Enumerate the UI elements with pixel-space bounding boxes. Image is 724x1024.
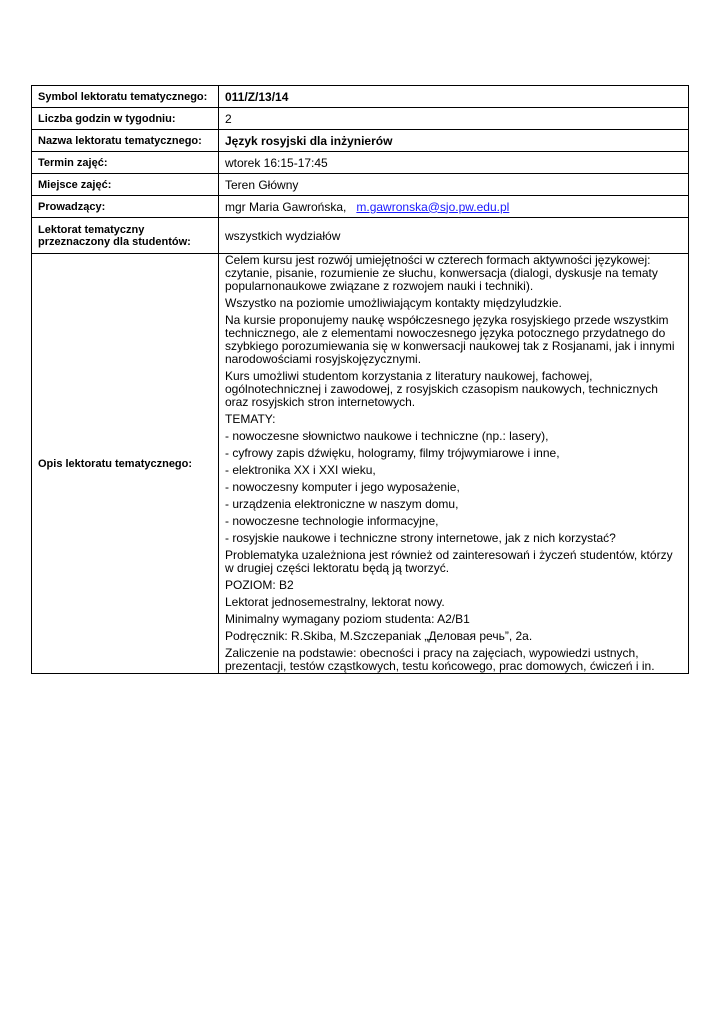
row-description [32,254,689,674]
row-term [32,152,689,174]
desc-min-level: Minimalny wymagany poziom studenta: A2/B1 [225,612,470,626]
name-value: Język rosyjski dla inżynierów [219,130,689,152]
course-sheet [31,85,689,674]
topic-item: - elektronika XX i XXI wieku, [225,463,376,477]
name-label: Nazwa lektoratu tematycznego: [32,130,219,152]
desc-credit: Zaliczenie na podstawie: obecności i pracy na zajęciach, wypowiedzi ustnych, prezentacji, testów cząstkowych, testu końcowego, prac domowych, ćwiczeń i in. [225,646,655,673]
row-hours [32,108,689,130]
term-label: Termin zajęć: [32,152,219,174]
desc-type: Lektorat jednosemestralny, lektorat nowy. [225,595,445,609]
topic-item: - nowoczesne technologie informacyjne, [225,514,439,528]
topic-item: - urządzenia elektroniczne w naszym domu, [225,497,459,511]
topics-list [225,430,682,545]
row-audience [32,218,689,254]
desc-offer: Na kursie proponujemy naukę współczesnego języka rosyjskiego przede wszystkim technicznego, ale z elementami nowoczesnego języka potocznego przydatnego do szybkiego porozumiewania się w konwersacji naukowej tak z Rosjanami, jak i innymi narodowościami rosyjskojęzycznymi. [225,313,675,366]
topic-item: - rosyjskie naukowe i techniczne strony internetowe, jak z nich korzystać? [225,531,616,545]
topic-item: - cyfrowy zapis dźwięku, hologramy, filmy trójwymiarowe i inne, [225,446,560,460]
hours-label: Liczba godzin w tygodniu: [32,108,219,130]
desc-textbook: Podręcznik: R.Skiba, M.Szczepaniak „Деловая речь”, 2a. [225,629,533,643]
description-value [219,254,689,674]
audience-label: Lektorat tematyczny przeznaczony dla studentów: [32,218,219,254]
row-symbol [32,86,689,108]
symbol-value: 011/Z/13/14 [219,86,689,108]
teacher-value [219,196,689,218]
desc-literature: Kurs umożliwi studentom korzystania z literatury naukowej, fachowej, ogólnotechnicznej i zawodowej, z rosyjskich czasopism naukowych, technicznych oraz rosyjskich stron internetowych. [225,369,658,409]
row-teacher [32,196,689,218]
topic-item: - nowoczesne słownictwo naukowe i techniczne (np.: lasery), [225,429,549,443]
place-value: Teren Główny [219,174,689,196]
symbol-label: Symbol lektoratu tematycznego: [32,86,219,108]
teacher-name: mgr Maria Gawrońska, [225,199,347,214]
course-info-table [31,85,689,674]
description-label: Opis lektoratu tematycznego: [32,254,219,674]
desc-contacts: Wszystko na poziomie umożliwiającym kontakty międzyludzkie. [225,296,562,310]
hours-value: 2 [219,108,689,130]
desc-level: POZIOM: B2 [225,578,294,592]
topic-item: - nowoczesny komputer i jego wyposażenie, [225,480,460,494]
desc-problems: Problematyka uzależniona jest również od zainteresowań i życzeń studentów, którzy w drugiej części lektoratu będą ją tworzyć. [225,548,673,575]
desc-topics-title: TEMATY: [225,412,276,426]
term-value: wtorek 16:15-17:45 [219,152,689,174]
row-name [32,130,689,152]
place-label: Miejsce zajęć: [32,174,219,196]
row-place [32,174,689,196]
desc-intro: Celem kursu jest rozwój umiejętności w czterech formach aktywności językowej: czytanie, pisanie, rozumienie ze słuchu, konwersacja (dialogi, dyskusje na tematy popularnonaukowe związane z rozwojem nauki i techniki). [225,253,658,293]
audience-value: wszystkich wydziałów [219,218,689,254]
teacher-email-link[interactable]: m.gawronska@sjo.pw.edu.pl [356,199,510,214]
teacher-label: Prowadzący: [32,196,219,218]
